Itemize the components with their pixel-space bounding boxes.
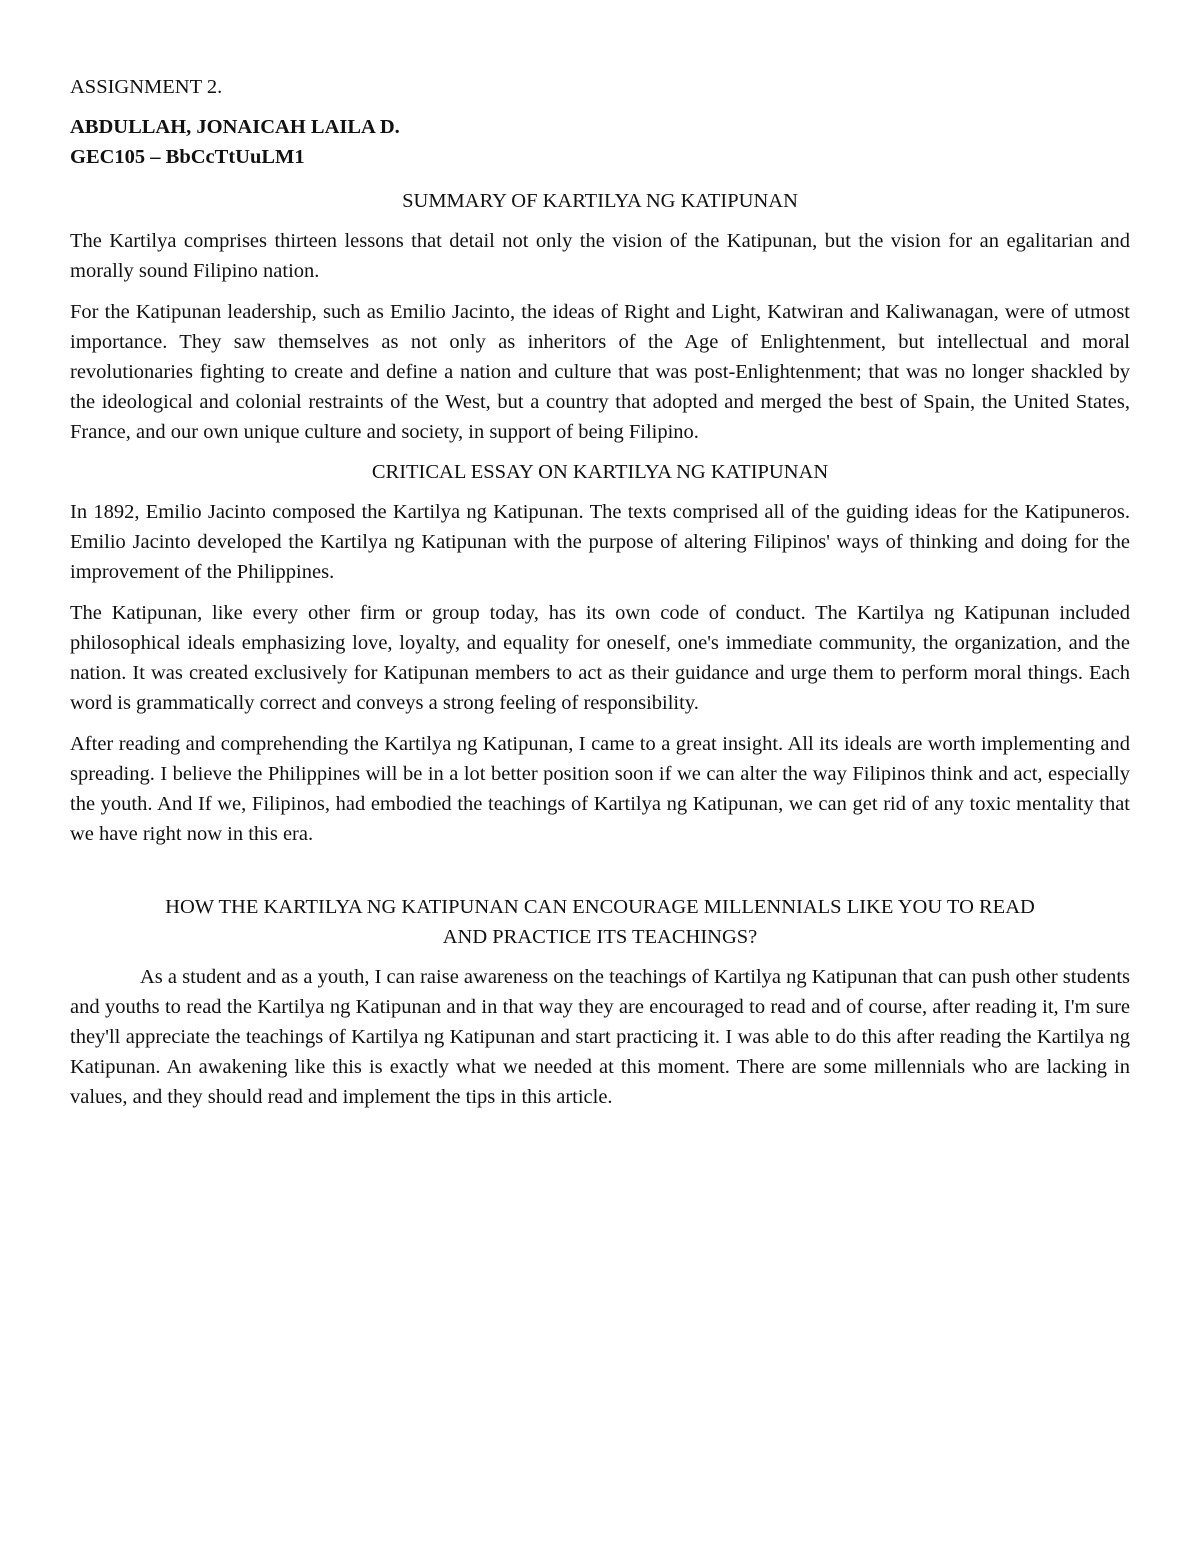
millennials-heading-line-2: AND PRACTICE ITS TEACHINGS?	[442, 926, 758, 948]
course-code: GEC105 – BbCcTtUuLM1	[70, 146, 305, 168]
critical-essay-paragraph-3: After reading and comprehending the Kartilya ng Katipunan, I came to a great insight. All its ideals are worth implementing and spreading. I believe the Philippines will be in a lot better position soon if we can alter the way Filipinos think and act, especially the youth. And If we, Filipinos, had embodied the teachings of Kartilya ng Katipunan, we can get rid of any toxic mentality that we have right now in this era.	[70, 733, 1130, 845]
critical-essay-heading: CRITICAL ESSAY ON KARTILYA NG KATIPUNAN	[371, 461, 829, 483]
millennials-paragraph: As a student and as a youth, I can raise awareness on the teachings of Kartilya ng Katipunan that can push other students and youths to read the Kartilya ng Katipunan and in that way they are encouraged to read and of course, after reading it, I'm sure they'll appreciate the teachings of Kartilya ng Katipunan and start practicing it. I was able to do this after reading the Kartilya ng Katipunan. An awakening like this is exactly what we needed at this moment. There are some millennials who are lacking in values, and they should read and implement the tips in this article.	[70, 966, 1130, 1108]
summary-paragraph-1: The Kartilya comprises thirteen lessons that detail not only the vision of the Katipunan, but the vision for an egalitarian and morally sound Filipino nation.	[70, 230, 1130, 282]
critical-essay-paragraph-2: The Katipunan, like every other firm or group today, has its own code of conduct. The Kartilya ng Katipunan included philosophical ideals emphasizing love, loyalty, and equality for oneself, one's immediate community, the organization, and the nation. It was created exclusively for Katipunan members to act as their guidance and urge them to perform moral things. Each word is grammatically correct and conveys a strong feeling of responsibility.	[70, 602, 1130, 714]
assignment-label: ASSIGNMENT 2.	[70, 76, 223, 98]
author-name: ABDULLAH, JONAICAH LAILA D.	[70, 116, 400, 138]
millennials-heading	[70, 892, 1130, 952]
summary-paragraph-2: For the Katipunan leadership, such as Emilio Jacinto, the ideas of Right and Light, Katwiran and Kaliwanagan, were of utmost importance. They saw themselves as not only as inheritors of the Age of Enlightenment, but intellectual and moral revolutionaries fighting to create and define a nation and culture that was post-Enlightenment; that was no longer shackled by the ideological and colonial restraints of the West, but a country that adopted and merged the best of Spain, the United States, France, and our own unique culture and society, in support of being Filipino.	[70, 301, 1130, 443]
critical-essay-paragraph-1: In 1892, Emilio Jacinto composed the Kartilya ng Katipunan. The texts comprised all of the guiding ideas for the Katipuneros. Emilio Jacinto developed the Kartilya ng Katipunan with the purpose of altering Filipinos' ways of thinking and doing for the improvement of the Philippines.	[70, 501, 1130, 583]
summary-heading: SUMMARY OF KARTILYA NG KATIPUNAN	[402, 190, 798, 212]
millennials-heading-line-1: HOW THE KARTILYA NG KATIPUNAN CAN ENCOURAGE MILLENNIALS LIKE YOU TO READ	[165, 896, 1035, 918]
document-page	[70, 72, 1130, 1112]
